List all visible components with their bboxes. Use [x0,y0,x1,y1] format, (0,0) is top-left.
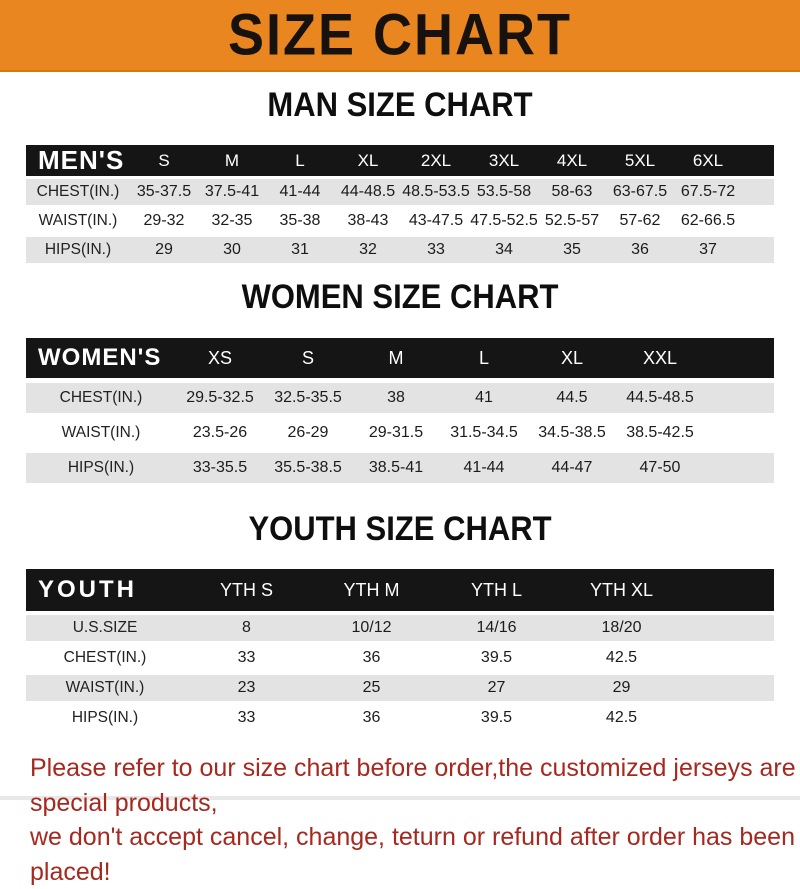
header-spacer [704,338,774,378]
size-value-cell: 58-63 [538,179,606,205]
size-value-cell: 18/20 [559,615,684,641]
size-value-cell: 30 [198,237,266,263]
size-value-cell: 39.5 [434,645,559,671]
size-value-cell: 33 [402,237,470,263]
size-column-header: YTH L [434,569,559,611]
size-column-header: XL [528,338,616,378]
size-table-row [26,705,774,731]
size-value-cell: 32.5-35.5 [264,383,352,413]
row-spacer [684,645,774,671]
row-label: U.S.SIZE [26,615,184,641]
size-value-cell: 26-29 [264,418,352,448]
size-value-cell: 31 [266,237,334,263]
size-value-cell: 32 [334,237,402,263]
size-value-cell: 44-48.5 [334,179,402,205]
size-value-cell: 34.5-38.5 [528,418,616,448]
row-spacer [704,418,774,448]
women-section-heading: WOMEN SIZE CHART [241,276,559,317]
youth-size-table [26,565,774,735]
row-spacer [742,179,774,205]
size-column-header: XS [176,338,264,378]
size-value-cell: 10/12 [309,615,434,641]
size-value-cell: 63-67.5 [606,179,674,205]
size-value-cell: 41-44 [440,453,528,483]
size-value-cell: 29.5-32.5 [176,383,264,413]
size-value-cell: 47.5-52.5 [470,208,538,234]
row-spacer [742,237,774,263]
size-table-row [26,645,774,671]
size-value-cell: 47-50 [616,453,704,483]
row-spacer [684,615,774,641]
size-value-cell: 44-47 [528,453,616,483]
men-size-table [26,142,774,266]
banner-title: SIZE CHART [228,2,572,68]
row-spacer [684,675,774,701]
row-label: CHEST(IN.) [26,645,184,671]
size-value-cell: 34 [470,237,538,263]
header-spacer [742,145,774,176]
size-value-cell: 29 [559,675,684,701]
size-column-header: L [266,145,334,176]
row-label: HIPS(IN.) [26,237,130,263]
table-corner-label: MEN'S [26,145,130,176]
row-spacer [742,208,774,234]
size-value-cell: 23 [184,675,309,701]
size-table-row [26,208,774,234]
size-column-header: L [440,338,528,378]
size-value-cell: 33-35.5 [176,453,264,483]
size-value-cell: 35-38 [266,208,334,234]
size-value-cell: 31.5-34.5 [440,418,528,448]
size-column-header: S [130,145,198,176]
size-table-row [26,179,774,205]
row-spacer [704,453,774,483]
size-value-cell: 37 [674,237,742,263]
size-column-header: 3XL [470,145,538,176]
women-size-table [26,333,774,488]
size-value-cell: 42.5 [559,705,684,731]
row-label: CHEST(IN.) [26,179,130,205]
size-value-cell: 36 [309,705,434,731]
size-table-row [26,675,774,701]
header-spacer [684,569,774,611]
size-value-cell: 67.5-72 [674,179,742,205]
size-value-cell: 38 [352,383,440,413]
size-table-header-row [26,338,774,378]
size-column-header: 5XL [606,145,674,176]
size-column-header: YTH S [184,569,309,611]
size-value-cell: 53.5-58 [470,179,538,205]
size-value-cell: 33 [184,705,309,731]
table-corner-label: WOMEN'S [26,338,176,378]
size-column-header: YTH XL [559,569,684,611]
size-column-header: XXL [616,338,704,378]
size-table-row [26,383,774,413]
size-value-cell: 48.5-53.5 [402,179,470,205]
size-value-cell: 36 [309,645,434,671]
size-column-header: 6XL [674,145,742,176]
size-column-header: YTH M [309,569,434,611]
size-table-row [26,453,774,483]
size-value-cell: 52.5-57 [538,208,606,234]
size-value-cell: 14/16 [434,615,559,641]
size-value-cell: 62-66.5 [674,208,742,234]
size-value-cell: 57-62 [606,208,674,234]
row-spacer [704,383,774,413]
size-value-cell: 25 [309,675,434,701]
youth-section-heading: YOUTH SIZE CHART [248,508,552,549]
order-policy-note-line2: we don't accept cancel, change, teturn or refund after order has been placed! [30,823,795,886]
size-value-cell: 29-32 [130,208,198,234]
size-table-row [26,418,774,448]
size-column-header: S [264,338,352,378]
size-value-cell: 44.5-48.5 [616,383,704,413]
size-value-cell: 38.5-41 [352,453,440,483]
row-label: CHEST(IN.) [26,383,176,413]
size-column-header: 2XL [402,145,470,176]
size-value-cell: 43-47.5 [402,208,470,234]
size-value-cell: 33 [184,645,309,671]
size-value-cell: 35-37.5 [130,179,198,205]
size-value-cell: 32-35 [198,208,266,234]
size-value-cell: 44.5 [528,383,616,413]
order-policy-note [0,751,800,889]
size-value-cell: 29 [130,237,198,263]
size-value-cell: 41-44 [266,179,334,205]
size-table-header-row [26,569,774,611]
size-table-row [26,237,774,263]
row-label: HIPS(IN.) [26,453,176,483]
size-value-cell: 41 [440,383,528,413]
row-label: HIPS(IN.) [26,705,184,731]
size-value-cell: 8 [184,615,309,641]
size-column-header: M [198,145,266,176]
table-corner-label: YOUTH [26,569,184,611]
size-value-cell: 37.5-41 [198,179,266,205]
size-value-cell: 27 [434,675,559,701]
size-chart-banner [0,0,800,72]
size-value-cell: 38.5-42.5 [616,418,704,448]
order-policy-note-line1: Please refer to our size chart before order,the customized jerseys are special products, [30,754,796,817]
row-label: WAIST(IN.) [26,675,184,701]
size-table-row [26,615,774,641]
row-label: WAIST(IN.) [26,208,130,234]
size-value-cell: 35 [538,237,606,263]
row-spacer [684,705,774,731]
size-value-cell: 23.5-26 [176,418,264,448]
men-section-heading: MAN SIZE CHART [267,84,533,125]
size-value-cell: 35.5-38.5 [264,453,352,483]
size-column-header: M [352,338,440,378]
size-column-header: 4XL [538,145,606,176]
size-value-cell: 42.5 [559,645,684,671]
size-value-cell: 38-43 [334,208,402,234]
size-table-header-row [26,145,774,176]
row-label: WAIST(IN.) [26,418,176,448]
size-value-cell: 29-31.5 [352,418,440,448]
size-value-cell: 36 [606,237,674,263]
size-column-header: XL [334,145,402,176]
size-value-cell: 39.5 [434,705,559,731]
